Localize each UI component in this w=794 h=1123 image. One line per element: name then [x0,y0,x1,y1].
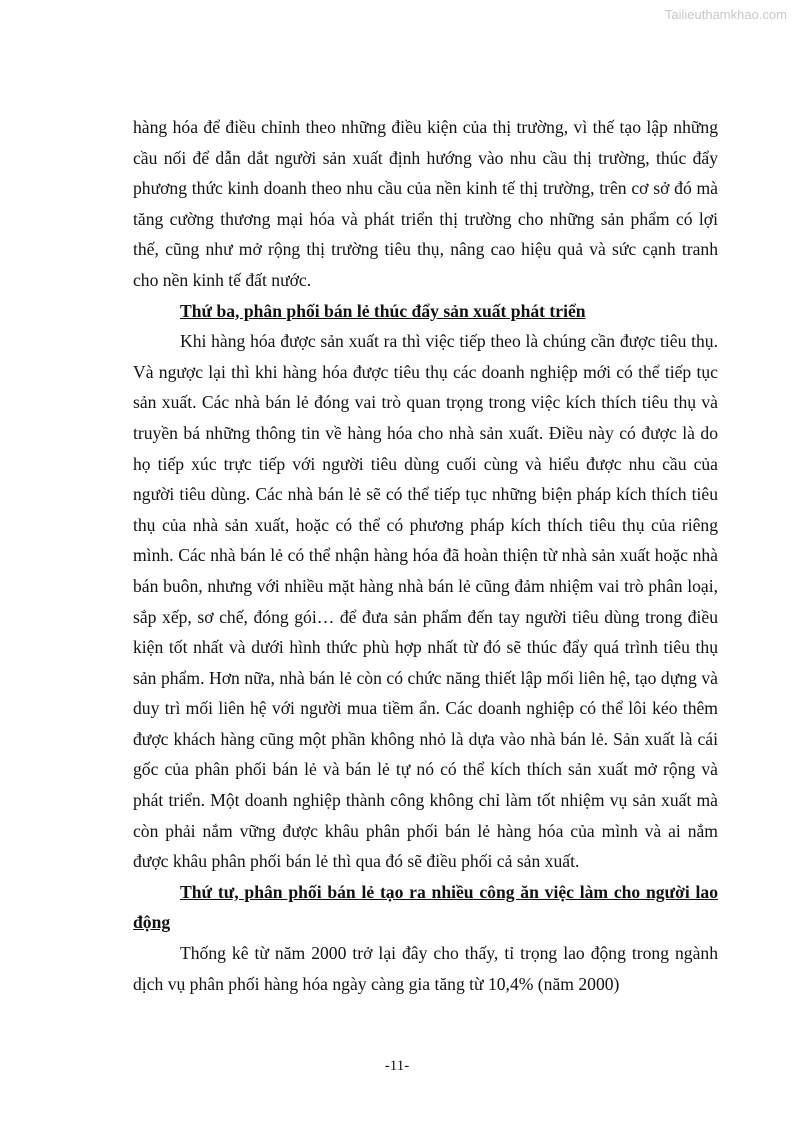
section-heading-thu-ba: Thứ ba, phân phối bán lẻ thúc đẩy sản xuất phát triển [180,300,586,321]
paragraph-thu-ba: Khi hàng hóa được sản xuất ra thì việc tiếp theo là chúng cần được tiêu thụ. Và ngược lại thì khi hàng hóa được tiêu thụ các doanh nghiệp mới có thể tiếp tục sản xuất. Các nhà bán lẻ đóng vai trò quan trọng trong việc kích thích tiêu thụ và truyền bá những thông tin về hàng hóa cho nhà sản xuất. Điều này có được là do họ tiếp xúc trực tiếp với người tiêu dùng cuối cùng và hiểu được nhu cầu của người tiêu dùng. Các nhà bán lẻ sẽ có thể tiếp tục những biện pháp kích thích tiêu thụ của nhà sản xuất, hoặc có thể có phương pháp kích thích tiêu thụ của riêng mình. Các nhà bán lẻ có thể nhận hàng hóa đã hoàn thiện từ nhà sản xuất hoặc nhà bán buôn, nhưng với nhiều mặt hàng nhà bán lẻ cũng đảm nhiệm vai trò phân loại, sắp xếp, sơ chế, đóng gói… để đưa sản phẩm đến tay người tiêu dùng trong điều kiện tốt nhất và dưới hình thức phù hợp nhất từ đó sẽ thúc đẩy quá trình tiêu thụ sản phẩm. Hơn nữa, nhà bán lẻ còn có chức năng thiết lập mối liên hệ, tạo dựng và duy trì mối liên hệ với người mua tiềm ẩn. Các doanh nghiệp có thể lôi kéo thêm được khách hàng cũng một phần không nhỏ là dựa vào nhà bán lẻ. Sản xuất là cái gốc của phân phối bán lẻ và bán lẻ tự nó có thể kích thích sản xuất mở rộng và phát triển. Một doanh nghiệp thành công không chỉ làm tốt nhiệm vụ sản xuất mà còn phải nắm vững được khâu phân phối bán lẻ hàng hóa của mình và ai nắm được khâu phân phối bán lẻ thì qua đó sẽ điều phối cả sản xuất. [133,331,718,872]
page-number: -11- [384,1058,410,1074]
paragraph-intro: hàng hóa để điều chỉnh theo những điều kiện của thị trường, vì thế tạo lập những cầu nối để dẫn dắt người sản xuất định hướng vào nhu cầu thị trường, thúc đẩy phương thức kinh doanh theo nhu cầu của nền kinh tế thị trường, trên cơ sở đó mà tăng cường thương mại hóa và phát triển thị trường cho những sản phẩm có lợi thế, cũng như mở rộng thị trường tiêu thụ, nâng cao hiệu quả và sức cạnh tranh cho nền kinh tế đất nước. [133,117,718,290]
watermark: Tailieuthamkhao.com [664,7,787,22]
section-heading-thu-tu: Thứ tư, phân phối bán lẻ tạo ra nhiều công ăn việc làm cho người lao động [133,881,718,933]
body-text [133,112,718,999]
paragraph-thu-tu: Thống kê từ năm 2000 trở lại đây cho thấy, tỉ trọng lao động trong ngành dịch vụ phân phối hàng hóa ngày càng gia tăng từ 10,4% (năm 2000) [133,943,718,994]
